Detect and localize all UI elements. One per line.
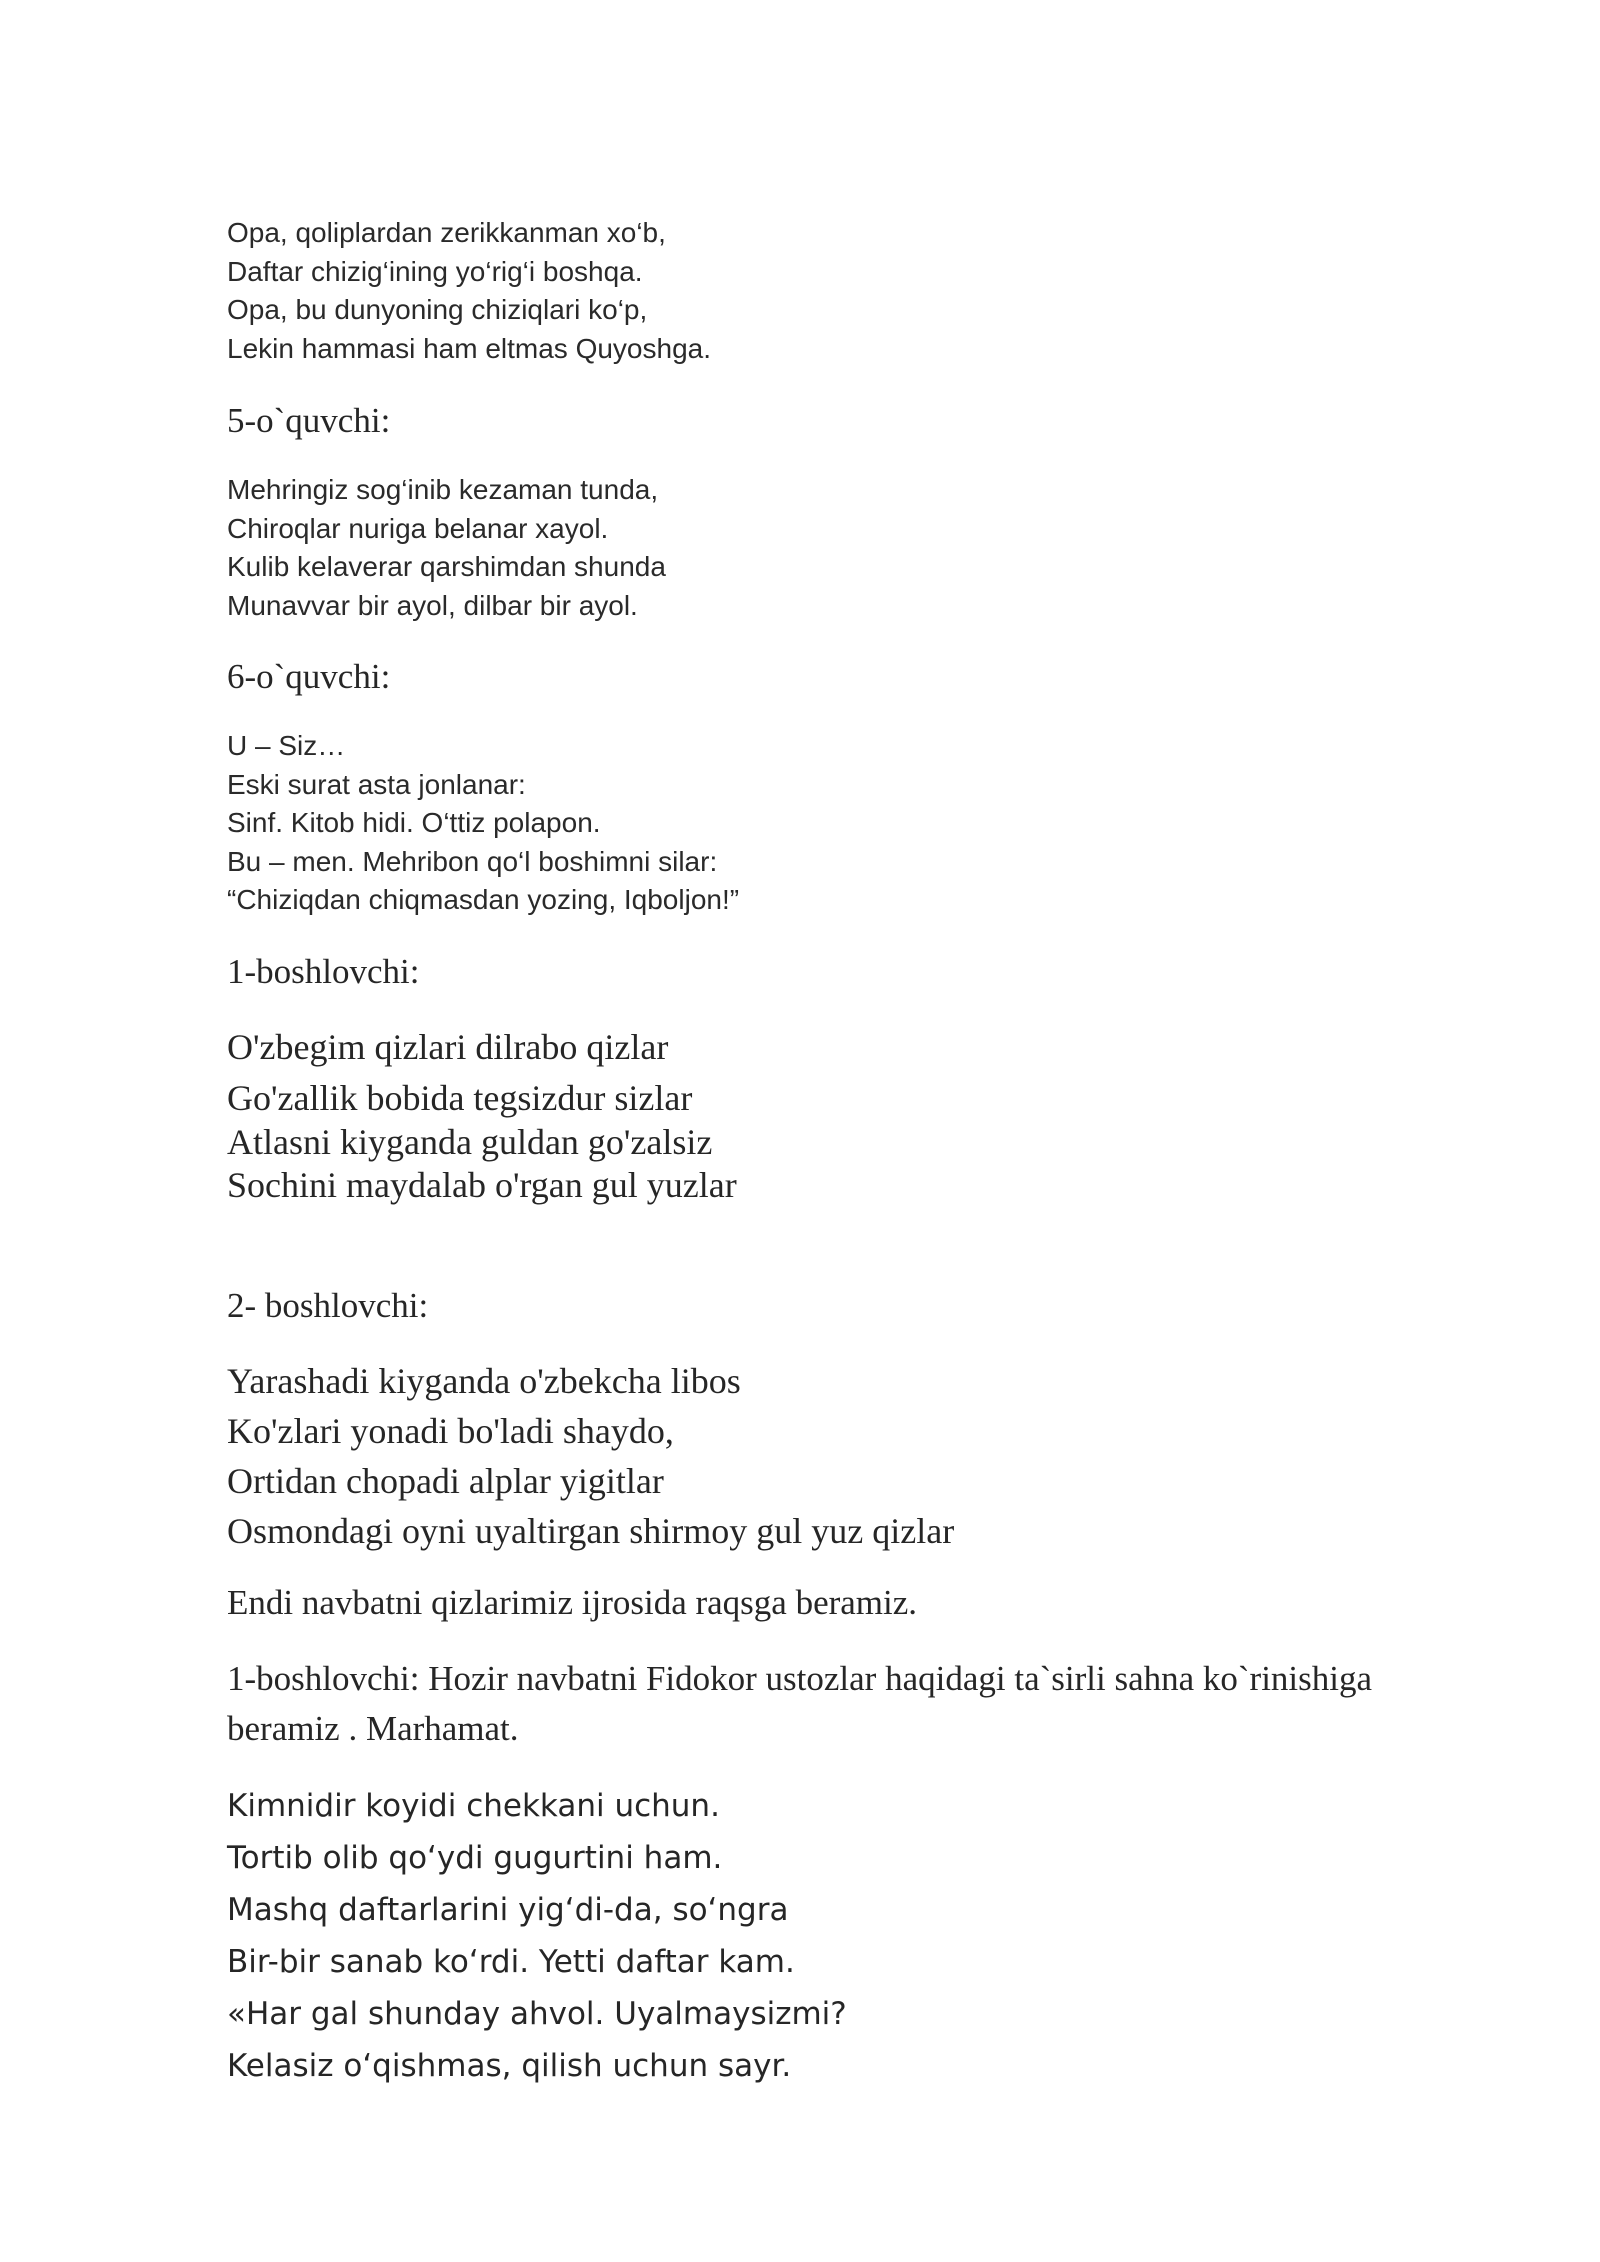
verse-line: Osmondagi oyni uyaltirgan shirmoy gul yuz qizlar (227, 1511, 955, 1551)
verse-line: Sinf. Kitob hidi. O‘ttiz polapon. (227, 807, 601, 838)
verse-line: Go'zallik bobida tegsizdur sizlar (227, 1078, 693, 1118)
verse-line: Opa, bu dunyoning chiziqlari ko‘p, (227, 294, 648, 325)
heading-6-oquvchi: 6-o`quvchi: (227, 657, 391, 696)
verse-line: Bir-bir sanab ko‘rdi. Yetti daftar kam. (227, 1944, 795, 1980)
heading-2-boshlovchi: 2- boshlovchi: (227, 1286, 429, 1325)
stanza-opa (227, 214, 711, 368)
verse-line: Sochini maydalab o'rgan gul yuzlar (227, 1165, 737, 1205)
verse-line: Daftar chizig‘ining yo‘rig‘i boshqa. (227, 255, 643, 287)
announcement-scene (227, 1654, 1372, 1754)
verse-line: Kimnidir koyidi chekkani uchun. (227, 1788, 720, 1824)
verse-line: Tortib olib qo‘ydi gugurtini ham. (227, 1840, 723, 1876)
verse-line: Mehringiz sog‘inib kezaman tunda, (227, 474, 659, 505)
verse-line: Mashq daftarlarini yig‘di-da, so‘ngra (227, 1892, 789, 1928)
verse-line: “Chiziqdan chiqmasdan yozing, Iqboljon!” (227, 884, 740, 915)
verse-line: Bu – men. Mehribon qo‘l boshimni silar: (227, 845, 718, 877)
announcement-line: 1-boshlovchi: Hozir navbatni Fidokor ustozlar haqidagi ta`sirli sahna ko`rinishiga (227, 1659, 1373, 1698)
stanza-ozbegim (227, 1022, 737, 1207)
announcement-line: beramiz . Marhamat. (227, 1709, 519, 1748)
verse-line: Yarashadi kiyganda o'zbekcha libos (227, 1361, 741, 1401)
verse-line: Munavvar bir ayol, dilbar bir ayol. (227, 589, 638, 621)
verse-line: Kulib kelaverar qarshimdan shunda (227, 551, 666, 582)
stanza-yarashadi (227, 1356, 954, 1556)
heading-5-oquvchi: 5-o`quvchi: (227, 401, 391, 440)
stanza-u-siz (227, 727, 739, 920)
verse-line: Eski surat asta jonlanar: (227, 768, 526, 800)
verse-line: Ortidan chopadi alplar yigitlar (227, 1461, 664, 1501)
verse-line: Chiroqlar nuriga belanar xayol. (227, 512, 609, 544)
verse-line: «Har gal shunday ahvol. Uyalmaysizmi? (227, 1996, 847, 2032)
heading-1-boshlovchi: 1-boshlovchi: (227, 952, 420, 991)
stanza-kimnidir (227, 1780, 847, 2092)
verse-line: U – Siz… (227, 730, 346, 761)
verse-line: Lekin hammasi ham eltmas Quyoshga. (227, 332, 711, 364)
verse-line: Kelasiz o‘qishmas, qilish uchun sayr. (227, 2048, 792, 2084)
verse-line: O'zbegim qizlari dilrabo qizlar (227, 1027, 669, 1067)
verse-line: Opa, qoliplardan zerikkanman xo‘b, (227, 217, 666, 248)
announcement-dance: Endi navbatni qizlarimiz ijrosida raqsga beramiz. (227, 1583, 918, 1622)
verse-line: Atlasni kiyganda guldan go'zalsiz (227, 1122, 713, 1162)
stanza-mehringiz (227, 471, 666, 625)
verse-line: Ko'zlari yonadi bo'ladi shaydo, (227, 1411, 674, 1451)
